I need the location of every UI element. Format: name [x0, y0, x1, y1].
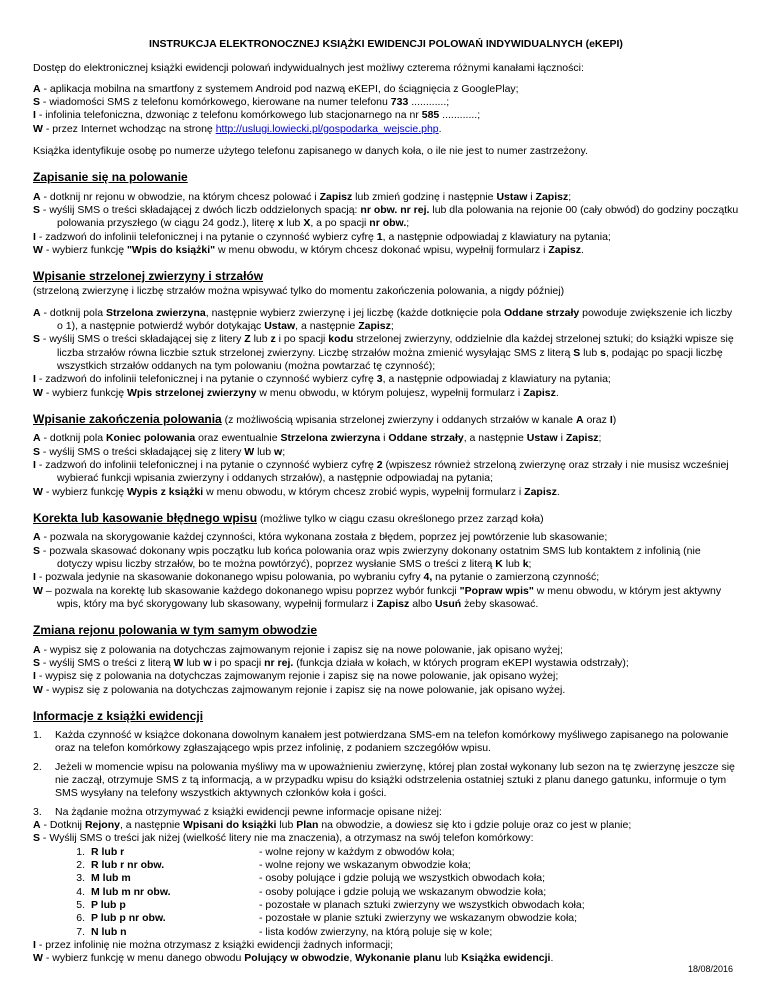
section-end — [33, 432, 739, 499]
channel-a: A - aplikacja mobilna na smartfony z systemem Android pod nazwą eKEPI, do ściągnięcia z GooglePlay; — [33, 82, 519, 95]
item-a: A - pozwala na skorygowanie każdej czynności, która wykonana została z błędem, poprzez jej powtórzenie lub skasowanie; — [33, 531, 608, 544]
channel-s: S - wiadomości SMS z telefonu komórkowego, kierowane na numer telefonu 733 ............; — [33, 95, 450, 108]
item-s: S - wyślij SMS o treści składającej z dwóch liczb oddzielonych spacją: nr obw. nr rej. lub dla polowania na rejonie 00 (cały obwód) do godziny początku polowania przyszłego (w ciągu 24 godz.), literę x lub X, a po spacji nr obw.; — [33, 203, 739, 230]
item-i: I - przez infolinię nie można otrzymasz z książki ewidencji żadnych informacji; — [33, 939, 394, 951]
item-s: S - Wyślij SMS o treści jak niżej (wielkość litery nie ma znaczenia), a otrzymasz na swój telefon komórkowy: — [33, 832, 534, 845]
item-a: A - Dotknij Rejony, a następnie Wpisani do książki lub Plan na obwodzie, a dowiesz się kto i gdzie poluje oraz co jest w planie; — [33, 819, 632, 832]
identify-note: Książka identyfikuje osobę po numerze użytego telefonu zapisanego w danych koła, o ile nie jest to numer zastrzeżony. — [33, 144, 588, 157]
channel-list — [33, 83, 739, 136]
item-a: A - dotknij pola Strzelona zwierzyna, następnie wybierz zwierzynę i jej liczbę (każde dotknięcie pola Oddane strzały powoduje zwiększenie ich liczby o 1), a następnie potwierdź wybór dotykając Ustaw, a następnie Zapisz; — [33, 306, 733, 333]
sms-command-row: 5. P lub p - pozostałe w planach sztuki zwierzyny we wszystkich obwodach koła; — [76, 899, 585, 912]
section-heading-game: Wpisanie strzelonej zwierzyny i strzałów — [33, 269, 264, 284]
section-heading-signup: Zapisanie się na polowanie — [33, 170, 188, 185]
section-info — [33, 729, 739, 966]
sms-command-row: 4. M lub m nr obw. - osoby polujące i gdzie polują we wskazanym obwodzie koła; — [76, 885, 547, 898]
item-s: S - pozwala skasować dokonany wpis początku lub końca polowania oraz wpis zwierzyny dokonany ostatnim SMS lub kontaktem z infolinią (nie dotyczy wpisu liczby strzałów, bo te można powtórzyć), poprzez wysłanie SMS o treści z literą K lub k; — [33, 544, 701, 570]
item-w: W - wybierz funkcję w menu danego obwodu Polujący w obwodzie, Wykonanie planu lub Książka ewidencji. — [33, 952, 554, 965]
sms-command-row: 7. N lub n - lista kodów zwierzyny, na którą poluje się w kole; — [76, 925, 493, 938]
info-point-1: 1. Każda czynność w książce dokonana dowolnym kanałem jest potwierdzana SMS-em na telefon komórkowy myśliwego zapisanego na polowanie oraz na telefon komórkowy zgłaszającego wpis przez infolinię, z podaniem szczegółów wpisu. — [33, 729, 729, 755]
sms-command-row: 1. R lub r - wolne rejony w każdym z obwodów koła; — [76, 845, 455, 858]
section-signup — [33, 191, 739, 258]
section-heading-area-change: Zmiana rejonu polowania w tym samym obwodzie — [33, 623, 318, 638]
item-s: S - wyślij SMS o treści składającej się z litery Z lub z i po spacji kodu strzelonej zwierzyny, oddzielnie dla każdej strzelonej sztuki; do książki wpisze się liczba strzałów równa liczbie sztuk strzelonej zwierzyny. Liczbę strzałów można zmienić wysyłając SMS z literą S lub s, podając po spacji liczbę wszystkich strzałów oddanych na tym polowaniu (można powtarzać tę czynność); — [33, 333, 734, 373]
item-w: W – pozwala na korektę lub skasowanie każdego dokonanego wpisu poprzez wybór funkcji "Popraw wpis" w menu obwodu, w którym jest aktywny wpis, który ma być skorygowany lub skasowany, wypełnij formularz i Zapisz albo Usuń żeby skasować. — [33, 584, 722, 610]
item-w: W - wybierz funkcję Wypis z książki w menu obwodu, w którym chcesz zrobić wypis, wypełnij formularz i Zapisz. — [33, 485, 560, 498]
section-game-subtitle: (strzeloną zwierzynę i liczbę strzałów można wpisywać tylko do momentu zakończenia polowania, a nigdy później) — [33, 285, 565, 298]
intro-text: Dostęp do elektronicznej książki ewidencji polowań indywidualnych jest możliwy czterema różnymi kanałami łączności: — [33, 62, 584, 75]
document-date: 18/08/2016 — [687, 964, 733, 974]
item-w: W - wybierz funkcję "Wpis do książki" w menu obwodu, w którym chcesz dokonać wpisu, wypełnij formularz i Zapisz. — [33, 243, 584, 256]
sms-command-row: 6. P lub p nr obw. - pozostałe w planie sztuki zwierzyny we wskazanym obwodzie koła; — [76, 912, 578, 925]
item-a: A - dotknij pola Koniec polowania oraz ewentualnie Strzelona zwierzyna i Oddane strzały, a następnie Ustaw i Zapisz; — [33, 432, 602, 445]
item-i: I - wypisz się z polowania na dotychczas zajmowanym rejonie i zapisz się na nowe polowanie, jak opisano wyżej; — [33, 670, 559, 683]
section-heading-info: Informacje z książki ewidencji — [33, 708, 204, 723]
channel-w: W - przez Internet wchodząc na stronę http://uslugi.lowiecki.pl/gospodarka_wejscie.php. — [33, 122, 442, 135]
item-s: S - wyślij SMS o treści składającej się z litery W lub w; — [33, 445, 286, 458]
document-title: INSTRUKCJA ELEKTRONOCZNEJ KSIĄŻKI EWIDENCJI POLOWAŃ INDYWIDUALNYCH (eKEPI) — [149, 38, 623, 50]
item-w: W - wybierz funkcję Wpis strzelonej zwierzyny w menu obwodu, w którym polujesz, wypełnij formularz i Zapisz. — [33, 386, 559, 399]
document-page — [33, 38, 739, 966]
section-area-change — [33, 644, 739, 697]
item-s: S - wyślij SMS o treści z literą W lub w i po spacji nr rej. (funkcja działa w kołach, w których program eKEPI wystawia odstrzały); — [33, 656, 629, 669]
channel-i: I - infolinia telefoniczna, dzwoniąc z telefonu komórkowego lub stacjonarnego na nr 585 ............; — [33, 109, 481, 122]
item-a: A - wypisz się z polowania na dotychczas zajmowanym rejonie i zapisz się na nowe polowanie, jak opisano wyżej; — [33, 643, 563, 656]
portal-link[interactable]: http://uslugi.lowiecki.pl/gospodarka_wejscie.php — [215, 122, 439, 135]
section-correction — [33, 531, 739, 611]
section-heading-correction: Korekta lub kasowanie błędnego wpisu (możliwe tylko w ciągu czasu określonego przez zarząd koła) — [33, 511, 544, 525]
item-a: A - dotknij nr rejonu w obwodzie, na którym chcesz polować i Zapisz lub zmień godzinę i następnie Ustaw i Zapisz; — [33, 190, 572, 203]
sms-command-row: 2. R lub r nr obw. - wolne rejony we wskazanym obwodzie koła; — [76, 859, 471, 872]
sms-command-list — [33, 846, 739, 939]
item-i: I - zadzwoń do infolinii telefonicznej i na pytanie o czynność wybierz cyfrę 2 (wpiszesz również strzeloną zwierzynę oraz strzały i nie musisz wcześniej wybierać funkcji wpisania zwierzyny i oddanych strzałów), a następnie odpowiadaj na pytania; — [33, 459, 729, 485]
item-w: W - wypisz się z polowania na dotychczas zajmowanym rejonie i zapisz się na nowe polowanie, jak opisano wyżej. — [33, 683, 566, 696]
info-point-3: 3. Na żądanie można otrzymywać z książki ewidencji pewne informacje opisane niżej: — [33, 805, 442, 818]
section-heading-end: Wpisanie zakończenia polowania (z możliwością wpisania strzelonej zwierzyny i oddanych strzałów w kanale A oraz I) — [33, 412, 617, 427]
sms-command-row: 3. M lub m - osoby polujące i gdzie polują we wszystkich obwodach koła; — [76, 872, 545, 885]
item-i: I - pozwala jedynie na skasowanie dokonanego wpisu polowania, po wybraniu cyfry 4, na pytanie o zamierzoną czynność; — [33, 571, 600, 584]
info-point-2: 2. Jeżeli w momencie wpisu na polowania myśliwy ma w upoważnieniu zwierzynę, której plan został wykonany lub sezon na tę zwierzynę jeszcze się nie zaczął, otrzymuje SMS z tą informacją, a w przypadku wpisu do książki odstrzelenia ostatniej sztuki z planu danego gatunku, informuje o tym SMS wysyłany na telefony wszystkich aktywnych członków koła i gości. — [33, 760, 735, 800]
item-i: I - zadzwoń do infolinii telefonicznej i na pytanie o czynność wybierz cyfrę 1, a następnie odpowiadaj z klawiatury na pytania; — [33, 230, 611, 243]
section-game — [33, 307, 739, 400]
item-i: I - zadzwoń do infolinii telefonicznej i na pytanie o czynność wybierz cyfrę 3, a następnie odpowiadaj z klawiatury na pytania; — [33, 373, 611, 386]
